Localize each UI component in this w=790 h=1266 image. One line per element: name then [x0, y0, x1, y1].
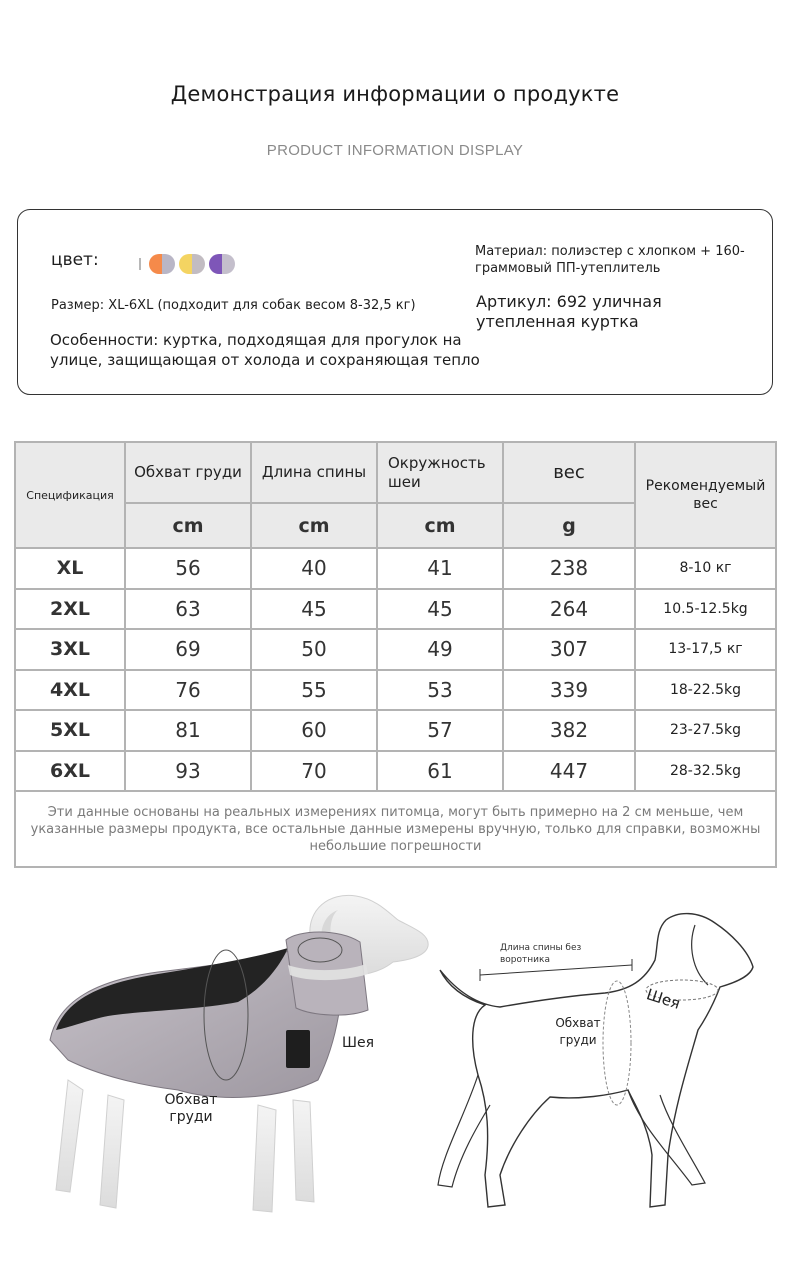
row-neck: 61 [377, 751, 503, 792]
row-size: 5XL [15, 710, 125, 751]
table-row [15, 548, 776, 589]
row-back: 45 [251, 589, 377, 630]
row-chest: 56 [125, 548, 251, 589]
row-size: 3XL [15, 629, 125, 670]
row-rec-weight: 13-17,5 кг [635, 629, 776, 670]
features-info: Особенности: куртка, подходящая для прогулок на улице, защищающая от холода и сохраняющая тепло [50, 331, 480, 369]
row-neck: 57 [377, 710, 503, 751]
label-neck: Шея [342, 1035, 375, 1051]
row-neck: 49 [377, 629, 503, 670]
dog-outline-drawing [430, 905, 775, 1225]
table-row [15, 670, 776, 711]
swatch-divider [139, 258, 141, 270]
row-neck: 41 [377, 548, 503, 589]
row-back: 70 [251, 751, 377, 792]
spec-header: Спецификация [15, 442, 125, 548]
row-neck: 45 [377, 589, 503, 630]
row-rec-weight: 28-32.5kg [635, 751, 776, 792]
row-back: 40 [251, 548, 377, 589]
col-header-back: Длина спины [251, 442, 377, 503]
swatch-half [222, 254, 235, 274]
label-chest: Обхват груди [164, 1092, 218, 1125]
material-info: Материал: полиэстер с хлопком + 160-граммовый ПП-утеплитель [475, 244, 745, 276]
col-header-rec-weight: Рекомендуемый вес [635, 442, 776, 548]
swatch-orange-grey[interactable] [149, 254, 175, 274]
unit-weight: g [503, 503, 635, 548]
row-back: 50 [251, 629, 377, 670]
row-chest: 69 [125, 629, 251, 670]
row-weight: 307 [503, 629, 635, 670]
table-note-row [15, 791, 776, 867]
row-size: XL [15, 548, 125, 589]
label-neck-outline: Шея [644, 985, 683, 1013]
row-weight: 339 [503, 670, 635, 711]
page-title: Демонстрация информации о продукте [170, 82, 620, 106]
swatch-half [179, 254, 192, 274]
row-size: 4XL [15, 670, 125, 711]
unit-neck: cm [377, 503, 503, 548]
table-note: Эти данные основаны на реальных измерениях питомца, могут быть примерно на 2 см меньше, чем указанные размеры продукта, все остальные данные измерены вручную, только для справки, возможны небольшие погрешности [15, 791, 776, 867]
swatch-yellow-grey[interactable] [179, 254, 205, 274]
swatch-half [209, 254, 222, 274]
label-chest-outline: Обхват груди [555, 1016, 601, 1047]
dog-jacket-illustration [38, 890, 438, 1225]
table-row [15, 629, 776, 670]
table-row [15, 751, 776, 792]
swatch-half [149, 254, 162, 274]
article-info: Артикул: 692 уличная утепленная куртка [476, 292, 662, 331]
table-header-row [15, 442, 776, 503]
row-rec-weight: 23-27.5kg [635, 710, 776, 751]
unit-back: cm [251, 503, 377, 548]
unit-chest: cm [125, 503, 251, 548]
page-subtitle: PRODUCT INFORMATION DISPLAY [266, 142, 524, 159]
row-weight: 447 [503, 751, 635, 792]
row-size: 6XL [15, 751, 125, 792]
row-weight: 264 [503, 589, 635, 630]
row-rec-weight: 10.5-12.5kg [635, 589, 776, 630]
row-weight: 238 [503, 548, 635, 589]
label-back-length: Длина спины без воротника [500, 943, 582, 965]
product-info-box [17, 209, 773, 395]
row-chest: 93 [125, 751, 251, 792]
row-chest: 63 [125, 589, 251, 630]
dog-outline-diagram [430, 905, 775, 1225]
row-size: 2XL [15, 589, 125, 630]
table-row [15, 589, 776, 630]
col-header-neck: Окружность шеи [377, 442, 503, 503]
row-chest: 76 [125, 670, 251, 711]
row-back: 55 [251, 670, 377, 711]
color-label: цвет: [51, 250, 99, 270]
row-neck: 53 [377, 670, 503, 711]
color-swatches [139, 254, 239, 274]
swatch-half [192, 254, 205, 274]
row-back: 60 [251, 710, 377, 751]
row-weight: 382 [503, 710, 635, 751]
table-row [15, 710, 776, 751]
row-rec-weight: 8-10 кг [635, 548, 776, 589]
dog-jacket-drawing [38, 890, 438, 1225]
swatch-purple-grey[interactable] [209, 254, 235, 274]
col-header-chest: Обхват груди [125, 442, 251, 503]
size-info: Размер: XL-6XL (подходит для собак весом 8-32,5 кг) [51, 298, 416, 313]
swatch-half [162, 254, 175, 274]
row-rec-weight: 18-22.5kg [635, 670, 776, 711]
col-header-weight: вес [503, 442, 635, 503]
row-chest: 81 [125, 710, 251, 751]
size-table [14, 441, 777, 868]
